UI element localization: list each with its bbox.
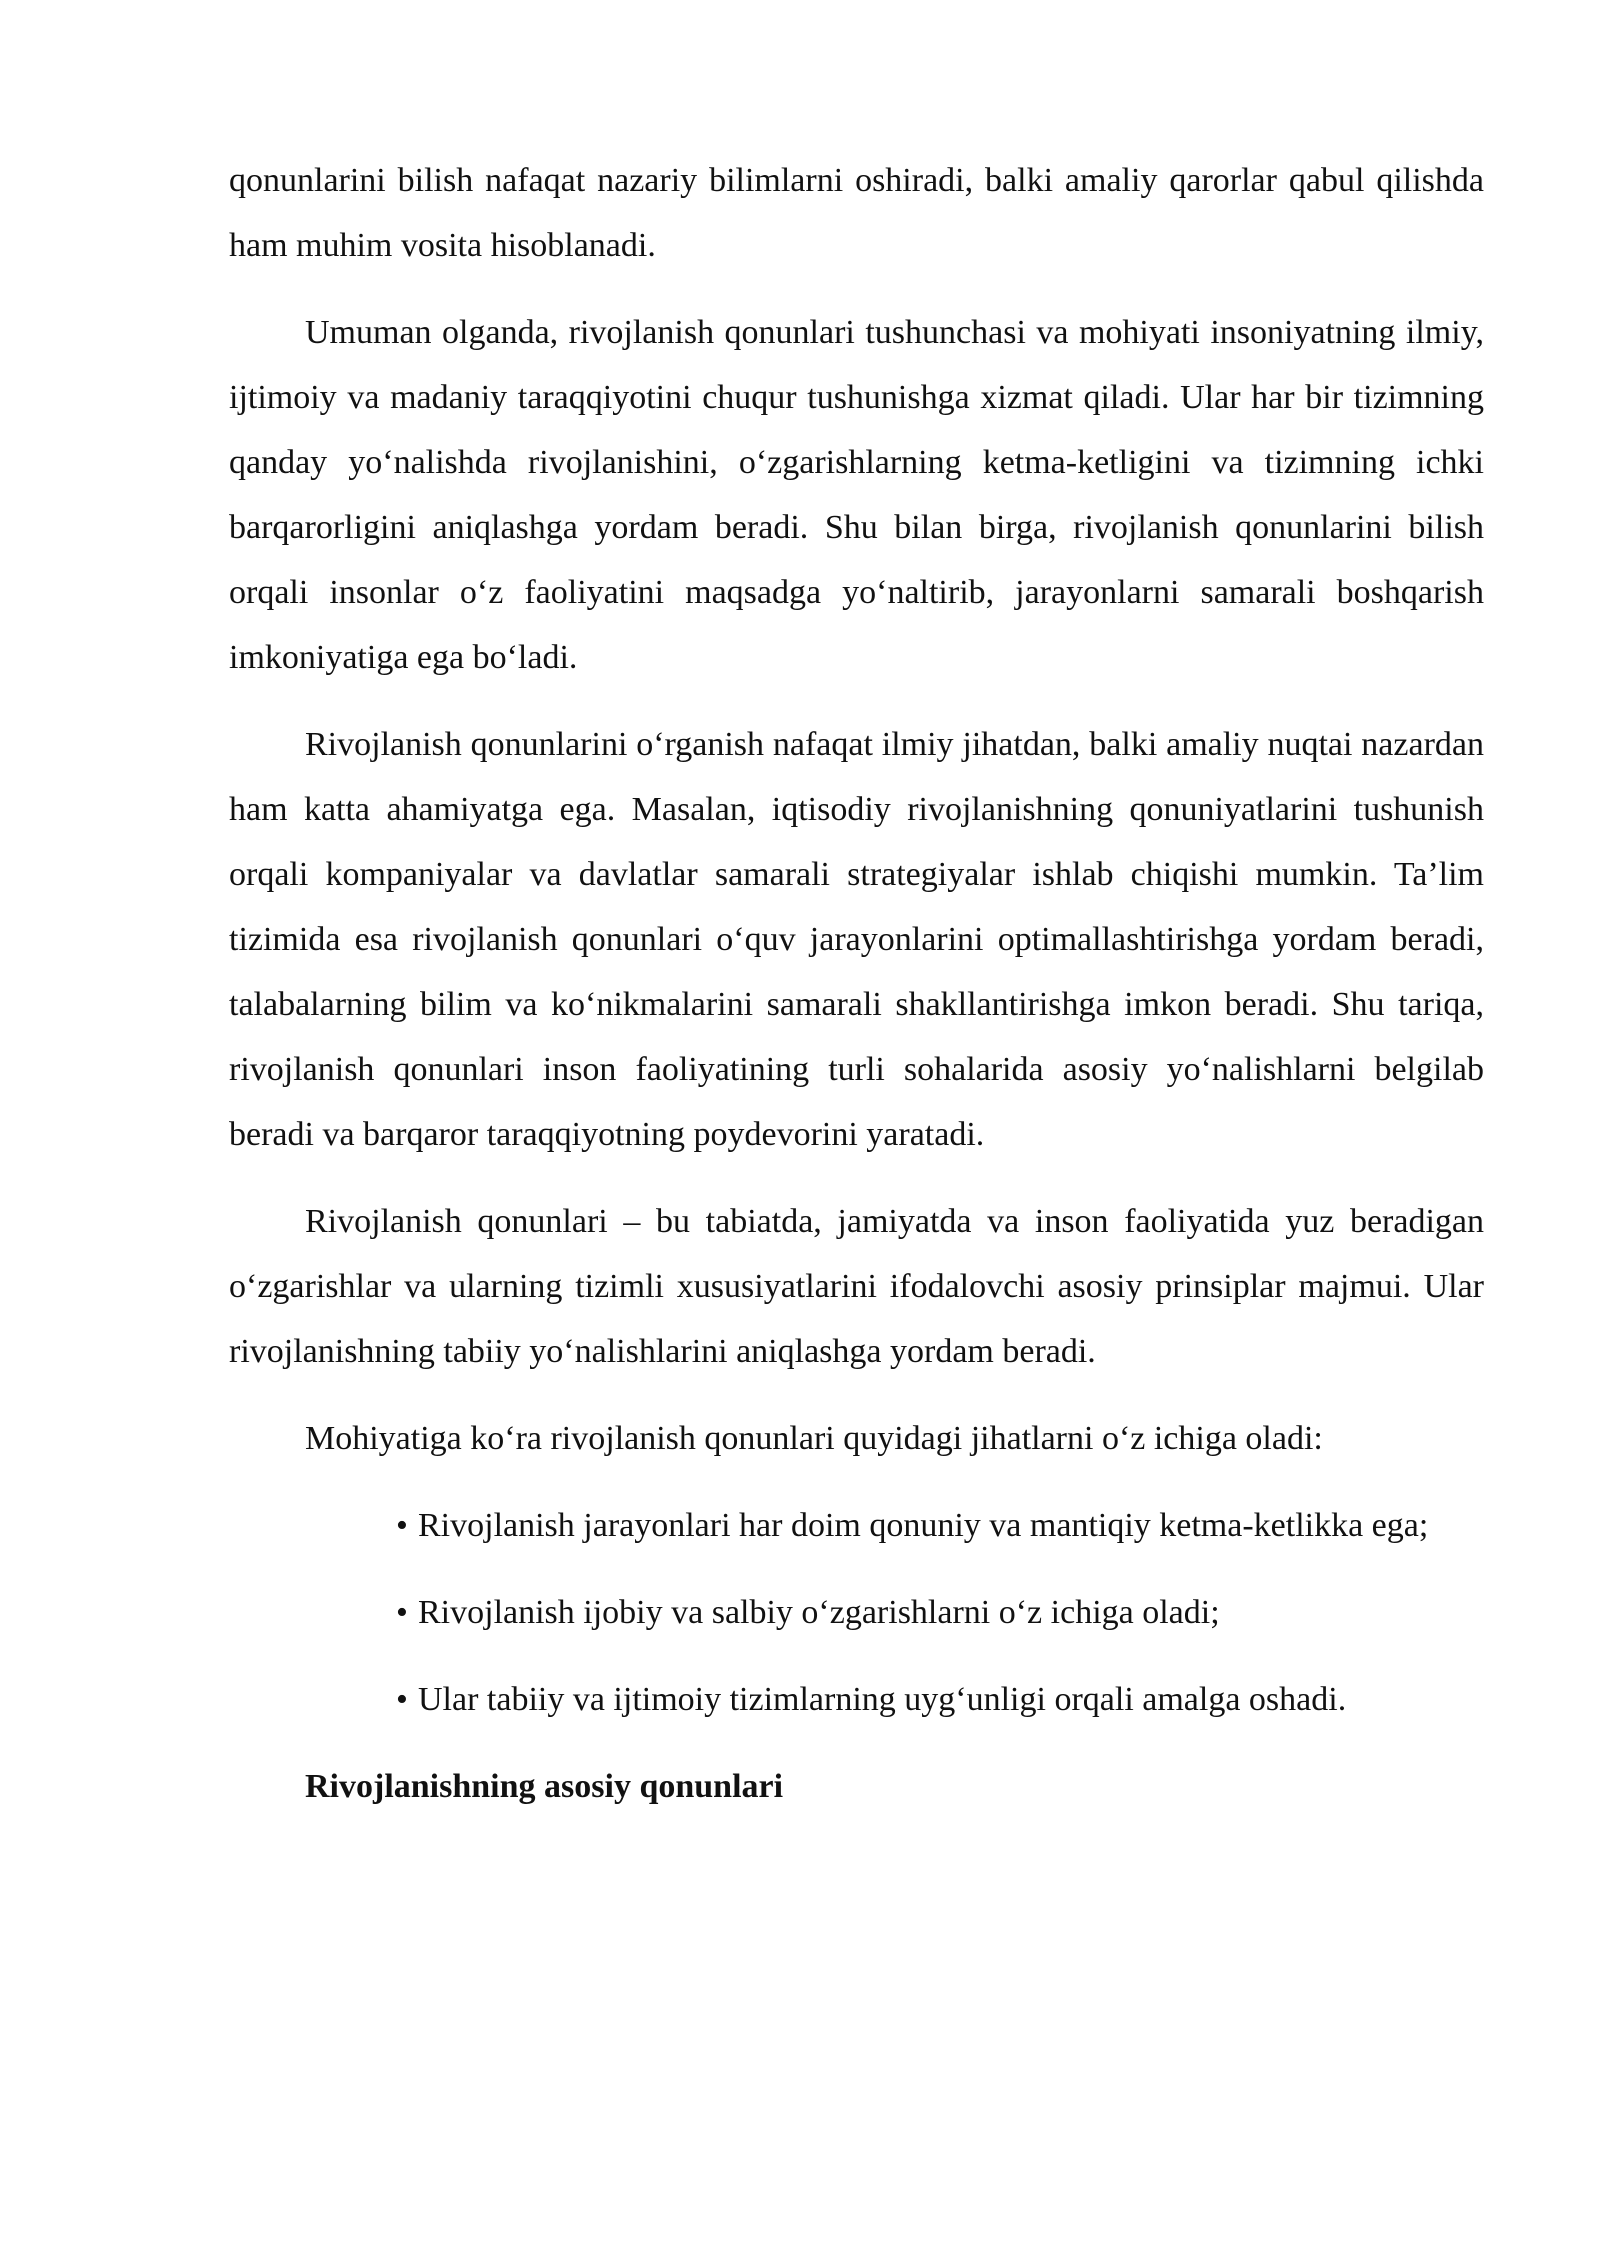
paragraph-list-intro: Mohiyatiga ko‘ra rivojlanish qonunlari quyidagi jihatlarni o‘z ichiga oladi: [305, 1420, 1323, 1457]
list-item [229, 1580, 1484, 1645]
bullet-icon: • [396, 1507, 408, 1544]
paragraph-practical-importance: Rivojlanish qonunlarini o‘rganish nafaqat ilmiy jihatdan, balki amaliy nuqtai nazardan ham katta ahamiyatga ega. Masalan, iqtisodiy rivojlanishning qonuniyatlarini tushunish orqali kompaniyalar va davlatlar samarali strategiyalar ishlab chiqishi mumkin. Ta’lim tizimida esa rivojlanish qonunlari o‘quv jarayonlarini optimallashtirishga yordam beradi, talabalarning bilim va ko‘nikmalarini samarali shakllantirishga imkon beradi. Shu tariqa, rivojlanish qonunlari inson faoliyatining turli sohalarida asosiy yo‘nalishlarni belgilab beradi va barqaror taraqqiyotning poydevorini yaratadi. [229, 726, 1484, 1153]
paragraph-summary: Umuman olganda, rivojlanish qonunlari tushunchasi va mohiyati insoniyatning ilmiy, ijtimoiy va madaniy taraqqiyotini chuqur tushunishga xizmat qiladi. Ular har bir tizimning qanday yo‘nalishda rivojlanishini, o‘zgarishlarning ketma-ketligini va tizimning ichki barqarorligini aniqlashga yordam beradi. Shu bilan birga, rivojlanish qonunlarini bilish orqali insonlar o‘z faoliyatini maqsadga yo‘naltirib, jarayonlarni samarali boshqarish imkoniyatiga ega bo‘ladi. [229, 314, 1484, 676]
bullet-icon: • [396, 1681, 408, 1718]
list-item [229, 1667, 1484, 1732]
paragraph-continued: qonunlarini bilish nafaqat nazariy bilimlarni oshiradi, balki amaliy qarorlar qabul qilishda ham muhim vosita hisoblanadi. [229, 162, 1484, 264]
list-item-text: Ular tabiiy va ijtimoiy tizimlarning uyg‘unligi orqali amalga oshadi. [418, 1681, 1347, 1718]
list-item-text: Rivojlanish jarayonlari har doim qonuniy va mantiqiy ketma-ketlikka ega; [418, 1507, 1429, 1544]
list-item-text: Rivojlanish ijobiy va salbiy o‘zgarishlarni o‘z ichiga oladi; [418, 1594, 1220, 1631]
bullet-list [229, 1493, 1484, 1732]
section-heading: Rivojlanishning asosiy qonunlari [305, 1768, 784, 1805]
list-item [229, 1493, 1484, 1558]
bullet-icon: • [396, 1594, 408, 1631]
paragraph-definition: Rivojlanish qonunlari – bu tabiatda, jamiyatda va inson faoliyatida yuz beradigan o‘zgarishlar va ularning tizimli xususiyatlarini ifodalovchi asosiy prinsiplar majmui. Ular rivojlanishning tabiiy yo‘nalishlarini aniqlashga yordam beradi. [229, 1203, 1484, 1370]
